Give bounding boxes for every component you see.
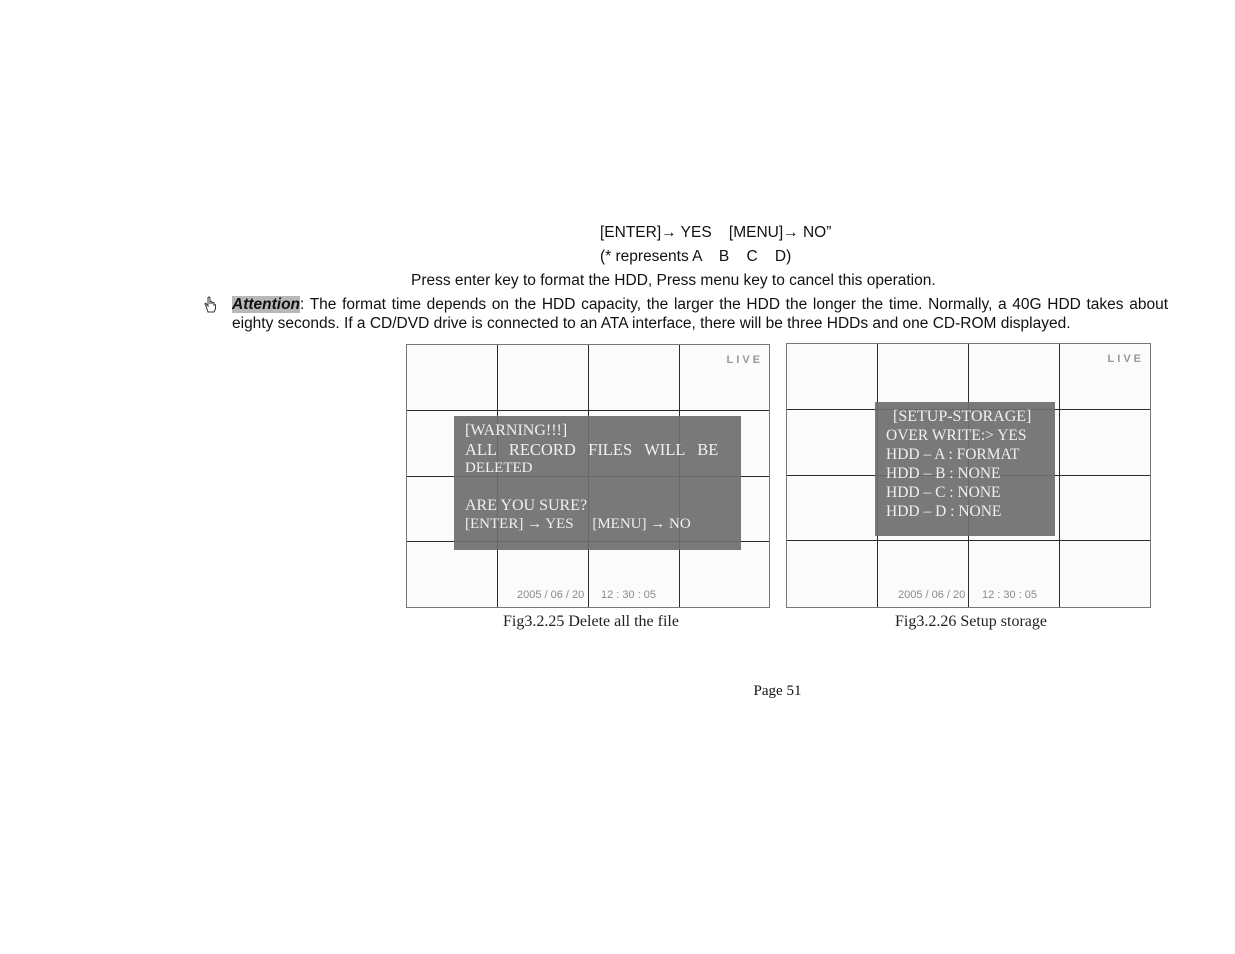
attention-paragraph bbox=[232, 295, 1168, 333]
warning-options: [ENTER] → YES [MENU] → NO bbox=[465, 516, 691, 532]
hdd-c-line: HDD – C : NONE bbox=[886, 484, 1001, 501]
hdd-a-line: HDD – A : FORMAT bbox=[886, 446, 1020, 463]
warning-line2: DELETED bbox=[465, 460, 533, 476]
warning-line1: ALL RECORD FILES WILL BE bbox=[465, 440, 719, 459]
press-enter-line: Press enter key to format the HDD, Press menu key to cancel this operation. bbox=[411, 272, 936, 289]
hdd-b-line: HDD – B : NONE bbox=[886, 465, 1001, 482]
time-stamp: 12 : 30 : 05 bbox=[601, 589, 657, 601]
fig-storage-screen bbox=[786, 343, 1151, 608]
fig-storage-caption: Fig3.2.26 Setup storage bbox=[895, 613, 1047, 630]
fig-delete-screen bbox=[406, 344, 770, 608]
storage-dialog bbox=[875, 402, 1055, 536]
pointing-hand-icon bbox=[202, 296, 218, 314]
attention-label: Attention bbox=[232, 296, 301, 313]
warning-title: [WARNING!!!] bbox=[465, 422, 568, 439]
overwrite-line: OVER WRITE:> YES bbox=[886, 427, 1027, 444]
represents-line: (* represents A B C D) bbox=[600, 248, 792, 265]
live-indicator: LIVE bbox=[1107, 353, 1144, 365]
attention-text: : The format time depends on the HDD capacity, the larger the HDD the longer the time. Normally, a 40G HDD takes about eighty seconds. If a CD/DVD drive is connected to an ATA interface, there will be three HDDs and one CD-ROM displayed. bbox=[232, 296, 1168, 332]
fig-delete-caption: Fig3.2.25 Delete all the file bbox=[503, 613, 679, 630]
live-indicator: LIVE bbox=[726, 354, 763, 366]
warning-dialog bbox=[454, 416, 741, 550]
date-stamp: 2005 / 06 / 20 bbox=[517, 589, 585, 601]
enter-menu-line: [ENTER]→ YES [MENU]→ NO” bbox=[600, 224, 832, 241]
warning-question: ARE YOU SURE? bbox=[465, 497, 588, 514]
storage-title: [SETUP-STORAGE] bbox=[893, 408, 1032, 425]
date-stamp: 2005 / 06 / 20 bbox=[898, 589, 966, 601]
page-number: Page 51 bbox=[753, 683, 802, 699]
hdd-d-line: HDD – D : NONE bbox=[886, 503, 1002, 520]
time-stamp: 12 : 30 : 05 bbox=[982, 589, 1038, 601]
